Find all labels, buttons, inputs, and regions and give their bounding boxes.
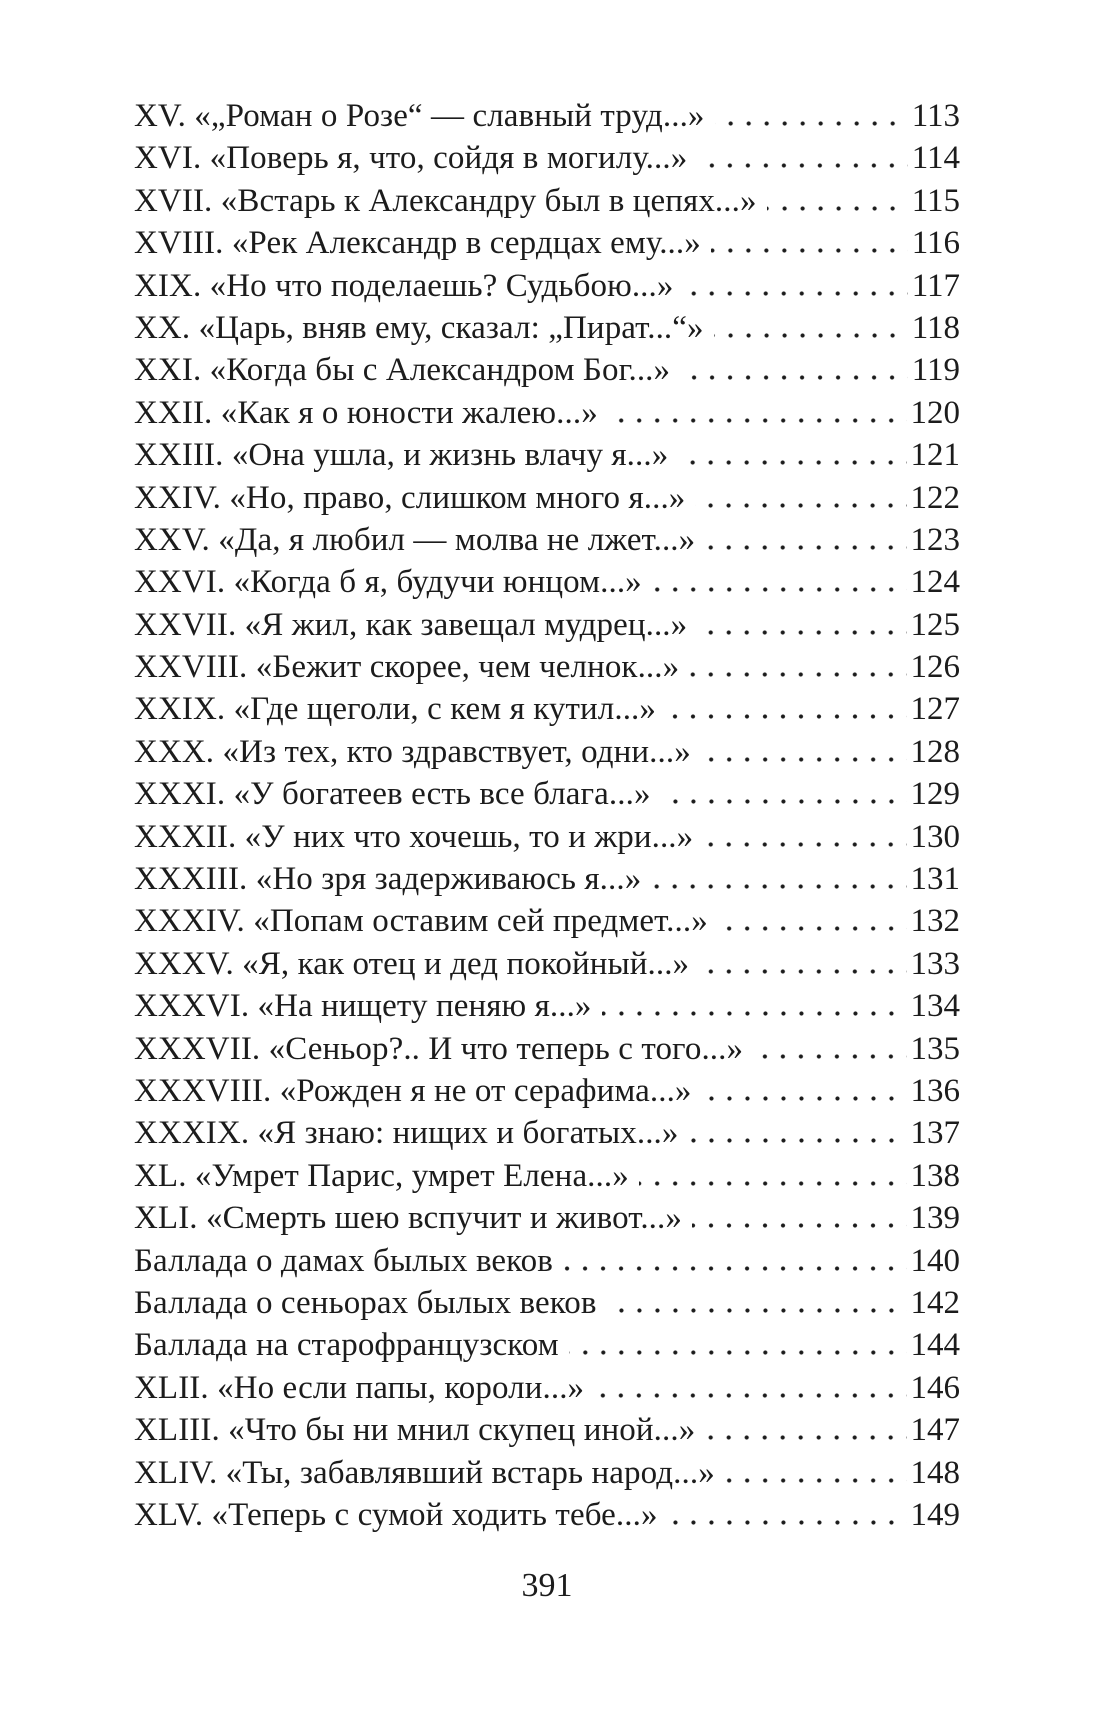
dot-leader [683, 291, 907, 296]
toc-entry [134, 434, 960, 476]
toc-entry-title: Баллада о сеньорах былых веков [134, 1284, 597, 1321]
toc-entry-page: 118 [911, 309, 960, 346]
toc-entry-title: XXV. «Да, я любил — молва не лжет...» [134, 521, 696, 558]
dot-leader [701, 757, 907, 762]
dot-leader [680, 375, 908, 380]
toc-entry [134, 943, 960, 985]
toc-entry-page: 129 [910, 776, 960, 813]
toc-entry [134, 985, 960, 1027]
dot-leader [661, 799, 907, 804]
toc-entry-title: XXXIX. «Я знаю: нищих и богатых...» [134, 1115, 679, 1152]
toc-entry-page: 144 [910, 1327, 960, 1364]
toc-entry-title: Баллада на старофранцузском [134, 1327, 559, 1364]
toc-entry [134, 1240, 960, 1282]
toc-entry-title: XLI. «Смерть шею вспучит и живот...» [134, 1200, 682, 1237]
toc-entry-title: XXII. «Как я о юности жалею...» [134, 394, 598, 431]
toc-entry [134, 604, 960, 646]
toc-entry-page: 138 [910, 1157, 960, 1194]
toc-entry [134, 137, 960, 179]
dot-leader [639, 1181, 907, 1186]
toc-entry-title: XXXV. «Я, как отец и дед покойный...» [134, 945, 690, 982]
toc-entry-page: 113 [911, 98, 960, 134]
toc-entry-title: Баллада о дамах былых веков [134, 1242, 553, 1279]
toc-entry-title: XXIV. «Но, право, слишком много я...» [134, 479, 686, 516]
page-number: 391 [521, 1567, 573, 1604]
dot-leader [689, 672, 906, 677]
dot-leader [678, 460, 906, 465]
toc-entry-title: XIX. «Но что поделаешь? Судьбою...» [134, 267, 674, 304]
toc-entry-title: XVII. «Встарь к Александру был в цепях...» [134, 182, 757, 219]
toc-entry-title: XXXII. «У них что хочешь, то и жри...» [134, 818, 694, 855]
toc-entry-title: XVIII. «Рек Александр в сердцах ему...» [134, 225, 701, 262]
dot-leader [705, 545, 906, 550]
toc-entry-title: XXX. «Из тех, кто здравствует, одни...» [134, 733, 691, 770]
toc-entry-page: 116 [911, 225, 960, 262]
toc-entry-page: 140 [910, 1242, 960, 1279]
toc-entry [134, 900, 960, 942]
dot-leader [703, 842, 906, 847]
toc-entry-title: XLIII. «Что бы ни мнил скупец иной...» [134, 1412, 696, 1449]
toc-entry [134, 1409, 960, 1451]
toc-entry-page: 127 [910, 691, 960, 728]
toc-entry-page: 139 [910, 1200, 960, 1237]
toc-entry-page: 130 [910, 818, 960, 855]
toc-entry-title: XXI. «Когда бы с Александром Бог...» [134, 352, 671, 389]
toc-entry-title: XV. «„Роман о Розе“ — славный труд...» [134, 98, 705, 134]
toc-entry [134, 1112, 960, 1154]
dot-leader [725, 1478, 907, 1483]
toc-entry-title: XXXVI. «На нищету пеняю я...» [134, 988, 592, 1025]
toc-entry-page: 142 [910, 1284, 960, 1321]
toc-entry [134, 816, 960, 858]
toc-entry-page: 126 [910, 649, 960, 686]
toc-entry [134, 1282, 960, 1324]
toc-entry-page: 134 [910, 988, 960, 1025]
toc-entry-page: 137 [910, 1115, 960, 1152]
toc-entry-page: 120 [910, 394, 960, 431]
toc-entry-title: XL. «Умрет Парис, умрет Елена...» [134, 1157, 629, 1194]
dot-leader [753, 1054, 906, 1059]
toc-entry-title: XVI. «Поверь я, что, сойдя в могилу...» [134, 140, 688, 177]
toc-entry [134, 1070, 960, 1112]
toc-entry [134, 180, 960, 222]
toc-entry-page: 136 [910, 1072, 960, 1109]
toc-entry-title: XXXIII. «Но зря задерживаюсь я...» [134, 861, 642, 898]
toc-entry-page: 123 [910, 521, 960, 558]
toc-entry-title: XLV. «Теперь с сумой ходить тебе...» [134, 1496, 658, 1533]
toc-entry-title: XLII. «Но если папы, короли...» [134, 1369, 585, 1406]
toc-entry [134, 688, 960, 730]
toc-entry-page: 117 [911, 267, 960, 304]
toc-entry [134, 858, 960, 900]
dot-leader [563, 1266, 907, 1271]
dot-leader [697, 163, 907, 168]
toc-entry [134, 1452, 960, 1494]
toc-entry [134, 1494, 960, 1536]
toc-entry [134, 307, 960, 349]
toc-entry-title: XXIII. «Она ушла, и жизнь влачу я...» [134, 437, 669, 474]
dot-leader [711, 248, 908, 253]
toc-entry-page: 125 [910, 606, 960, 643]
dot-leader [767, 206, 908, 211]
dot-leader [668, 1520, 907, 1525]
toc-entry [134, 646, 960, 688]
toc-entry [134, 222, 960, 264]
dot-leader [602, 1011, 907, 1016]
dot-leader [651, 884, 906, 889]
toc-entry-title: XXVI. «Когда б я, будучи юнцом...» [134, 564, 642, 601]
toc-entry-title: XXXI. «У богатеев есть все блага...» [134, 776, 651, 813]
toc-entry-page: 124 [910, 564, 960, 601]
dot-leader [715, 121, 908, 126]
dot-leader [692, 1223, 907, 1228]
toc-entry-page: 122 [910, 479, 960, 516]
dot-leader [608, 418, 907, 423]
toc-entry [134, 773, 960, 815]
toc-entry-page: 132 [910, 903, 960, 940]
toc-entry [134, 561, 960, 603]
dot-leader [714, 333, 908, 338]
toc-entry-page: 148 [910, 1454, 960, 1491]
dot-leader [569, 1350, 907, 1355]
toc-entry [134, 1028, 960, 1070]
toc-entry-title: XXXIV. «Попам оставим сей предмет...» [134, 903, 708, 940]
toc-entry-title: XXXVII. «Сеньор?.. И что теперь с того...» [134, 1030, 744, 1067]
toc-entry-page: 146 [910, 1369, 960, 1406]
toc-entry-title: XLIV. «Ты, забавлявший встарь народ...» [134, 1454, 715, 1491]
dot-leader [666, 714, 906, 719]
toc-entry-page: 149 [910, 1496, 960, 1533]
toc-entry [134, 265, 960, 307]
toc-entry-title: XXVIII. «Бежит скорее, чем челнок...» [134, 649, 680, 686]
toc-entry-page: 114 [911, 140, 960, 177]
dot-leader [697, 630, 906, 635]
toc-entry [134, 392, 960, 434]
toc-list [134, 95, 960, 1536]
toc-entry [134, 1155, 960, 1197]
dot-leader [695, 503, 906, 508]
dot-leader [689, 1138, 907, 1143]
dot-leader [718, 926, 907, 931]
toc-entry [134, 731, 960, 773]
dot-leader [699, 969, 906, 974]
toc-entry-page: 147 [910, 1412, 960, 1449]
toc-entry-page: 131 [910, 861, 960, 898]
toc-entry-page: 135 [910, 1030, 960, 1067]
toc-entry [134, 1324, 960, 1366]
toc-entry [134, 519, 960, 561]
toc-entry-page: 119 [911, 352, 960, 389]
toc-entry-page: 115 [911, 182, 960, 219]
toc-entry-page: 133 [910, 945, 960, 982]
dot-leader [652, 587, 907, 592]
dot-leader [705, 1435, 906, 1440]
toc-entry [134, 477, 960, 519]
toc-entry-title: XXIX. «Где щеголи, с кем я кутил...» [134, 691, 657, 728]
toc-entry-title: XXXVIII. «Рожден я не от серафима...» [134, 1072, 692, 1109]
dot-leader [607, 1308, 907, 1313]
toc-entry [134, 95, 960, 137]
dot-leader [702, 1096, 907, 1101]
toc-entry-title: XXVII. «Я жил, как завещал мудрец...» [134, 606, 688, 643]
toc-entry-title: XX. «Царь, вняв ему, сказал: „Пират...“» [134, 309, 704, 346]
toc-entry [134, 349, 960, 391]
dot-leader [594, 1393, 906, 1398]
toc-entry-page: 128 [910, 733, 960, 770]
toc-entry [134, 1367, 960, 1409]
toc-entry-page: 121 [910, 437, 960, 474]
toc-entry [134, 1197, 960, 1239]
